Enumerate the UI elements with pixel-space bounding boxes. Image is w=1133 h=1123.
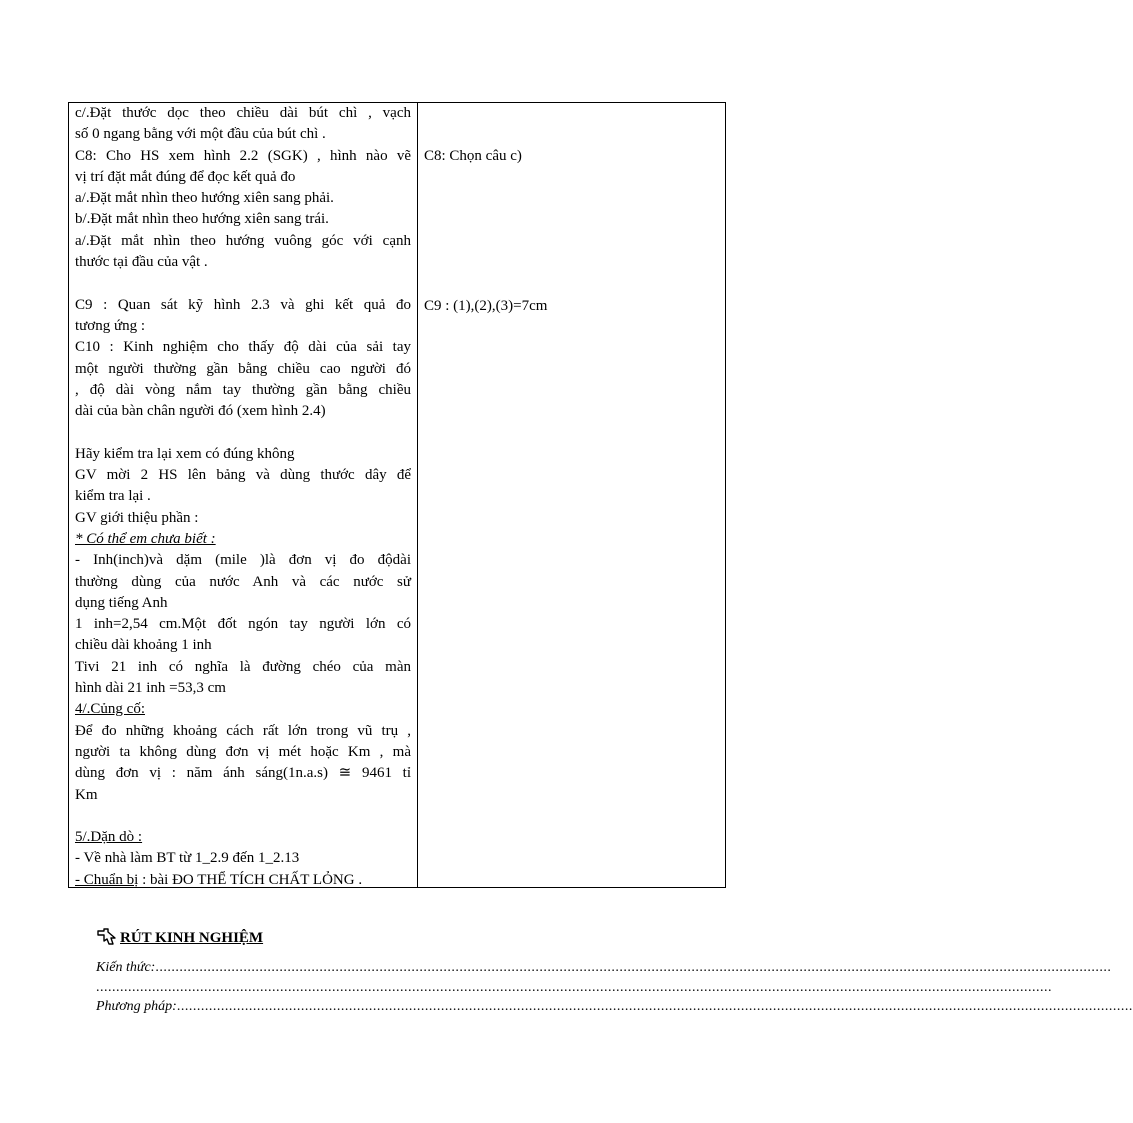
text-line: một người thường gần bằng chiều cao người đó	[75, 360, 411, 377]
method-label: Phương pháp:	[96, 999, 177, 1014]
text-line: a/.Đặt mắt nhìn theo hướng vuông góc với cạnh	[75, 232, 411, 249]
text-line: dùng đơn vị : năm ánh sáng(1n.a.s) ≅ 9461 tỉ	[75, 765, 411, 782]
text-line: dụng tiếng Anh	[75, 594, 168, 611]
text-line	[75, 870, 411, 891]
text-line: c/.Đặt thước dọc theo chiều dài bút chì , vạch	[75, 105, 411, 121]
text-line: thước tại đầu của vật .	[75, 254, 208, 271]
text-line: C10 : Kinh nghiệm cho thấy độ dài của sải tay	[75, 339, 411, 356]
text-line: Hãy kiểm tra lại xem có đúng không	[75, 445, 295, 462]
text-line: Để đo những khoảng cách rất lớn trong vũ trụ ,	[75, 722, 411, 739]
knowledge-label: Kiến thức:	[96, 960, 156, 975]
text-line: b/.Đặt mắt nhìn theo hướng xiên sang trái.	[75, 211, 329, 228]
prepare-text: : bài ĐO THỂ TÍCH CHẤT LỎNG .	[138, 871, 363, 888]
dotted-fill: ...............................................................................................................................................................................................................................................	[176, 999, 1133, 1014]
prepare-label: - Chuẩn bị	[75, 871, 139, 888]
knowledge-line	[96, 956, 1112, 976]
c8-answer: C8: Chọn câu c)	[424, 148, 522, 164]
section-heading: 5/.Dặn dò :	[75, 829, 143, 846]
text-line: GV mời 2 HS lên bảng và dùng thước dây để	[75, 467, 411, 484]
text-line: - Inh(inch)và dặm (mile )là đơn vị đo độdài	[75, 552, 411, 569]
text-line: Tivi 21 inh có nghĩa là đường chéo của màn	[75, 658, 411, 675]
text-line: , độ dài vòng nắm tay thường gần bằng chiều	[75, 381, 411, 398]
text-line: số 0 ngang bằng với một đầu của bút chì .	[75, 126, 326, 143]
teacher-activity-column	[69, 103, 418, 887]
text-line: GV giới thiệu phần :	[75, 509, 199, 526]
review-heading	[96, 928, 263, 948]
review-heading-text: RÚT KINH NGHIỆM	[120, 929, 264, 946]
text-line: thường dùng của nước Anh và các nước sử	[75, 573, 411, 590]
text-line: hình dài 21 inh =53,3 cm	[75, 680, 226, 697]
text-line: 1 inh=2,54 cm.Một đốt ngón tay người lớn có	[75, 616, 411, 633]
dotted-fill: ...............................................................................................................................................................................................................................................	[96, 980, 1052, 995]
student-activity-column	[418, 103, 725, 887]
text-line: C9 : Quan sát kỹ hình 2.3 và ghi kết quả đo	[75, 296, 411, 313]
dotted-fill: ...............................................................................................................................................................................................................................................	[155, 960, 1112, 975]
lesson-table	[68, 102, 726, 888]
section-heading: * Có thể em chưa biết :	[75, 530, 216, 547]
blank-line	[96, 976, 1052, 996]
section-heading: 4/.Củng cố:	[75, 701, 145, 718]
pointing-hand-icon	[96, 928, 118, 948]
method-line	[96, 995, 1133, 1015]
text-line: kiểm tra lại .	[75, 488, 151, 505]
spacer	[75, 422, 411, 443]
c9-answer: C9 : (1),(2),(3)=7cm	[424, 298, 548, 314]
text-line: dài của bàn chân người đó (xem hình 2.4)	[75, 403, 326, 420]
spacer	[75, 806, 411, 827]
text-line: vị trí đặt mắt đúng để đọc kết quả đo	[75, 168, 296, 185]
text-line: chiều dài khoảng 1 inh	[75, 637, 212, 654]
text-line: a/.Đặt mắt nhìn theo hướng xiên sang phải.	[75, 190, 334, 207]
text-line: C8: Cho HS xem hình 2.2 (SGK) , hình nào vẽ	[75, 147, 411, 164]
text-line: - Về nhà làm BT từ 1_2.9 đến 1_2.13	[75, 850, 300, 867]
text-line: tương ứng :	[75, 317, 146, 334]
spacer	[75, 273, 411, 294]
text-line: người ta không dùng đơn vị mét hoặc Km , mà	[75, 743, 411, 760]
text-line: Km	[75, 786, 98, 803]
